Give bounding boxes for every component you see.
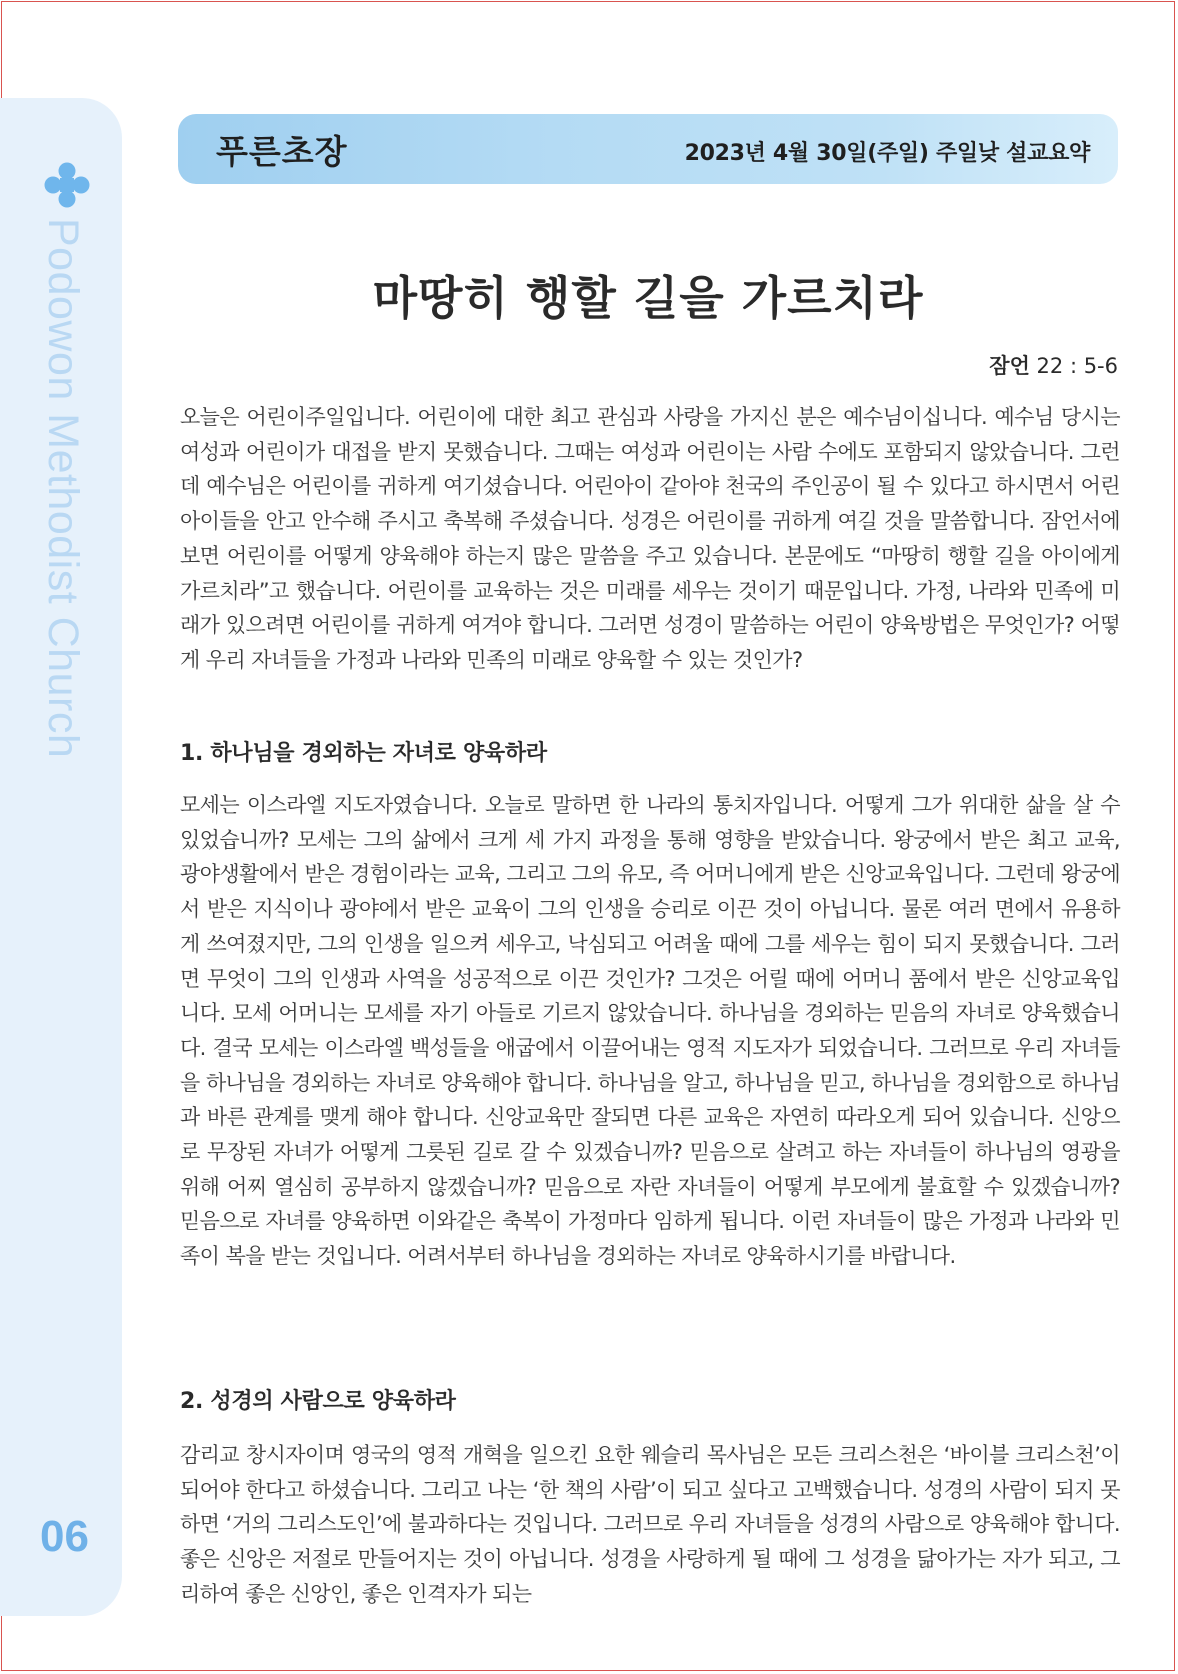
page-number: 06 (40, 1512, 89, 1561)
section1-paragraph: 모세는 이스라엘 지도자였습니다. 오늘로 말하면 한 나라의 통치자입니다. 어떻게 그가 위대한 삶을 살 수 있었습니까? 모세는 그의 삶에서 크게 세 가지 과정을 통해 영향을 받았습니다. 왕궁에서 받은 최고 교육, 광야생활에서 받은 경험이라는 교육, 그리고 그의 유모, 즉 어머니에게 받은 신앙교육입니다. 그런데 왕궁에서 받은 지식이나 광야에서 받은 교육이 그의 인생을 승리로 이끈 것이 아닙니다. 물론 여러 면에서 유용하게 쓰여졌지만, 그의 인생을 일으켜 세우고, 낙심되고 어려울 때에 그를 세우는 힘이 되지 못했습니다. 그러면 무엇이 그의 인생과 사역을 성공적으로 이끈 것인가? 그것은 어릴 때에 어머니 품에서 받은 신앙교육입니다. 모세 어머니는 모세를 자기 아들로 기르지 않았습니다. 하나님을 경외하는 믿음의 자녀로 양육했습니다. 결국 모세는 이스라엘 백성들을 애굽에서 이끌어내는 영적 지도자가 되었습니다. 그러므로 우리 자녀들을 하나님을 경외하는 자녀로 양육해야 합니다. 하나님을 알고, 하나님을 믿고, 하나님을 경외함으로 하나님과 바른 관계를 맺게 해야 합니다. 신앙교육만 잘되면 다른 교육은 자연히 따라오게 되어 있습니다. 신앙으로 무장된 자녀가 어떻게 그릇된 길로 갈 수 있겠습니까? 믿음으로 살려고 하는 자녀들이 하나님의 영광을 위해 어찌 열심히 공부하지 않겠습니까? 믿음으로 자란 자녀들이 어떻게 부모에게 불효할 수 있겠습니까? 믿음으로 자녀를 양육하면 이와같은 축복이 가정마다 임하게 됩니다. 이런 자녀들이 많은 가정과 나라와 민족이 복을 받는 것입니다. 어려서부터 하나님을 경외하는 자녀로 양육하시기를 바랍니다. (180, 793, 1120, 1269)
clover-cross-icon (44, 162, 90, 208)
intro-paragraph: 오늘은 어린이주일입니다. 어린이에 대한 최고 관심과 사랑을 가지신 분은 예수님이십니다. 예수님 당시는 여성과 어린이가 대접을 받지 못했습니다. 그때는 여성과 어린이는 사람 수에도 포함되지 않았습니다. 그런데 예수님은 어린이를 귀하게 여기셨습니다. 어린아이 같아야 천국의 주인공이 될 수 있다고 하시면서 어린아이들을 안고 안수해 주시고 축복해 주셨습니다. 성경은 어린이를 귀하게 여길 것을 말씀합니다. 잠언서에 보면 어린이를 어떻게 양육해야 하는지 많은 말씀을 주고 있습니다. 본문에도 “마땅히 행할 길을 아이에게 가르치라”고 했습니다. 어린이를 교육하는 것은 미래를 세우는 것이기 때문입니다. 가정, 나라와 민족에 미래가 있으려면 어린이를 귀하게 여겨야 합니다. 그러면 성경이 말씀하는 어린이 양육방법은 무엇인가? 어떻게 우리 자녀들을 가정과 나라와 민족의 미래로 양육할 수 있는 것인가? (180, 405, 1120, 672)
date-label: 2023년 4월 30일(주일) 주일낮 설교요약 (684, 141, 1090, 166)
scripture-reference (989, 350, 1118, 380)
sermon-title: 마땅히 행할 길을 가르치라 (372, 271, 924, 325)
sermon-body (180, 400, 1120, 1612)
header-bar (178, 114, 1118, 184)
church-name-vertical: Podowon Methodist Church (39, 218, 87, 759)
section1-heading: 1. 하나님을 경외하는 자녀로 양육하라 (180, 741, 547, 766)
section2-paragraph: 감리교 창시자이며 영국의 영적 개혁을 일으킨 요한 웨슬리 목사님은 모든 크리스천은 ‘바이블 크리스천’이 되어야 한다고 하셨습니다. 그리고 나는 ‘한 책의 사람’이 되고 싶다고 고백했습니다. 성경의 사람이 되지 못하면 ‘거의 그리스도인’에 불과하다는 것입니다. 그러므로 우리 자녀들을 성경의 사람으로 양육해야 합니다. 좋은 신앙은 저절로 만들어지는 것이 아닙니다. 성경을 사랑하게 될 때에 그 성경을 닮아가는 자가 되고, 그리하여 좋은 신앙인, 좋은 인격자가 되는 (180, 1443, 1120, 1606)
section-label: 푸른초장 (216, 132, 348, 171)
scripture-book: 잠언 (989, 354, 1030, 378)
section2-heading: 2. 성경의 사람으로 양육하라 (180, 1389, 456, 1414)
scripture-verse: 22 : 5-6 (1036, 354, 1118, 378)
